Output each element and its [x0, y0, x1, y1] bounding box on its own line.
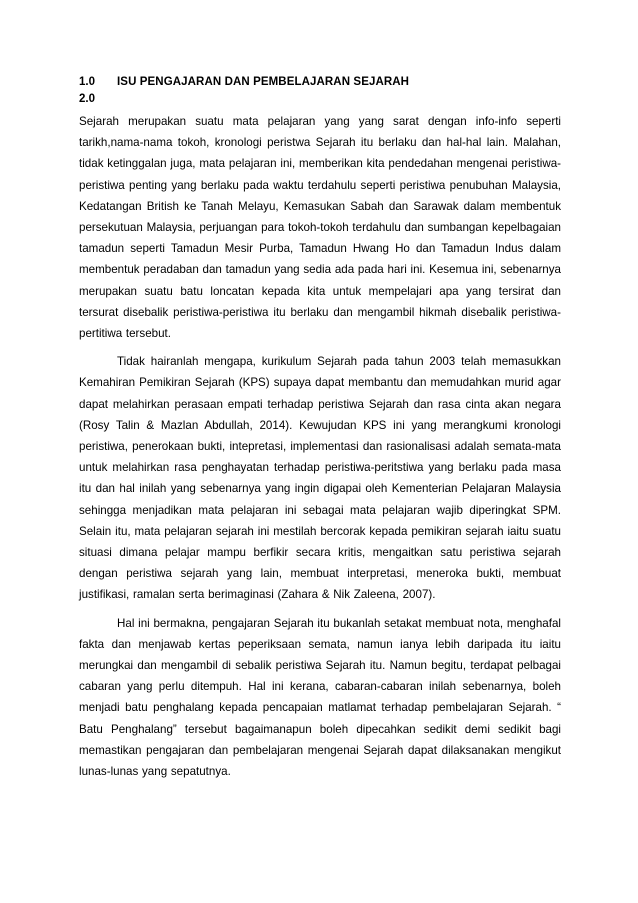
paragraph-2: Tidak hairanlah mengapa, kurikulum Sejarah pada tahun 2003 telah memasukkan Kemahiran Pemikiran Sejarah (KPS) supaya dapat membantu dan memudahkan murid agar dapat melahirkan perasaan empati terhadap peristiwa Sejarah dan rasa cinta akan negara (Rosy Talin & Mazlan Abdullah, 2014). Kewujudan KPS ini yang merangkumi kronologi peristiwa, penerokaan bukti, intepretasi, implementasi dan rasionalisasi adalah semata-mata untuk melahirkan rasa penghayatan terhadap peristiwa-peritstiwa yang berlaku pada masa itu dan hal inilah yang sebenarnya yang ingin digapai oleh Kementerian Pelajaran Malaysia sehingga menjadikan mata pelajaran ini sebagai mata pelajaran wajib diperingkat SPM. Selain itu, mata pelajaran sejarah ini mestilah bercorak kepada pemikiran sejarah iaitu suatu situasi dimana pelajar mampu berfikir secara kritis, mengaitkan satu peristiwa sejarah dengan peristiwa sejarah yang lain, membuat interpretasi, meneroka bukti, membuat justifikasi, ramalan serta berimaginasi (Zahara & Nik Zaleena, 2007). — [79, 355, 561, 602]
paragraph-gap — [79, 344, 561, 351]
paragraph-1: Sejarah merupakan suatu mata pelajaran yang yang sarat dengan info-info seperti tarikh,nama-nama tokoh, kronologi peristwa Sejarah itu berlaku dan hal-hal lain. Malahan, tidak ketinggalan juga, mata pelajaran ini, memberikan kita pendedahan mengenai peristiwa-peristiwa penting yang berlaku pada waktu terdahulu seperti peristiwa penubuhan Malaysia, Kedatangan British ke Tanah Melayu, Kemasukan Sabah dan Sarawak dalam membentuk persekutuan Malaysia, perjuangan para tokoh-tokoh terdahulu dan sumbangan kepelbagaian tamadun seperti Tamadun Mesir Purba, Tamadun Hwang Ho dan Tamadun Indus dalam membentuk peradaban dan tamadun yang sedia ada pada hari ini. Kesemua ini, sebenarnya merupakan suatu batu loncatan kepada kita untuk mempelajari apa yang tersirat dan tersurat disebalik peristiwa-peristiwa itu berlaku dan mengambil hikmah disebalik peristiwa-pertitiwa tersebut. — [79, 115, 561, 341]
section-number-secondary: 2.0 — [79, 93, 95, 105]
document-page — [79, 74, 561, 782]
paragraph-gap — [79, 606, 561, 613]
paragraph-3: Hal ini bermakna, pengajaran Sejarah itu bukanlah setakat membuat nota, menghafal fakta dan menjawab kertas peperiksaan semata, namun ianya lebih daripada itu iaitu merungkai dan mengambil di sebalik peristiwa Sejarah itu. Namun begitu, terdapat pelbagai cabaran yang perlu ditempuh. Hal ini kerana, cabaran-cabaran inilah sebenarnya, boleh menjadi batu penghalang kepada pencapaian matlamat terhadap pembelajaran Sejarah. “ Batu Penghalang” tersebut bagaimanapun boleh dipecahkan sedikit demi sedikit bagi memastikan pengajaran dan pembelajaran mengenai Sejarah dapat dilaksanakan mengikut lunas-lunas yang sepatutnya. — [79, 616, 561, 779]
section-heading — [79, 74, 561, 91]
section-title: ISU PENGAJARAN DAN PEMBELAJARAN SEJARAH — [117, 76, 410, 88]
section-number: 1.0 — [79, 76, 95, 88]
